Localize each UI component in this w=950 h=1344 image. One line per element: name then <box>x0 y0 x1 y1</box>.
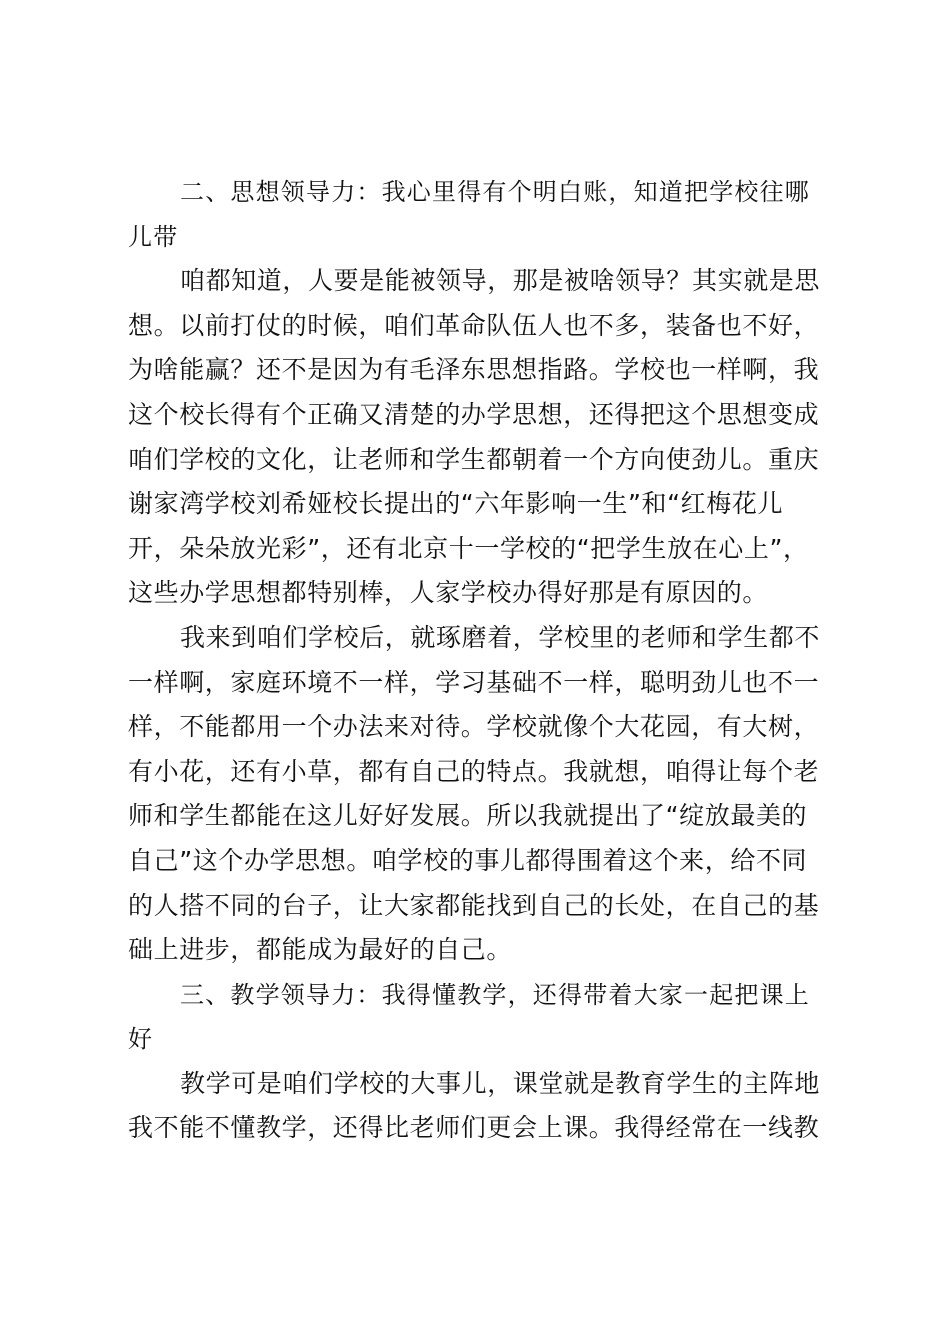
text-line: 有小花，还有小草，都有自己的特点。我就想，咱得让每个老 <box>128 756 820 786</box>
document-body <box>128 170 833 1151</box>
text-line: 咱都知道，人要是能被领导，那是被啥领导？其实就是思 <box>180 266 821 296</box>
paragraph <box>128 1062 833 1151</box>
heading-line: 三、教学领导力：我得懂教学，还得带着大家一起把课上 <box>180 980 810 1009</box>
text-line: 谢家湾学校刘希娅校长提出的“六年影响一生”和“红梅花儿 <box>128 489 784 519</box>
text-line: 师和学生都能在这儿好好发展。所以我就提出了“绽放最美的 <box>128 801 808 831</box>
text-line: 样，不能都用一个办法来对待。学校就像个大花园，有大树， <box>128 712 820 742</box>
heading-line: 好 <box>128 1025 154 1054</box>
text-line: 自己”这个办学思想。咱学校的事儿都得围着这个来，给不同 <box>128 845 808 875</box>
heading-line: 二、思想领导力：我心里得有个明白账，知道把学校往哪 <box>180 178 810 206</box>
text-line: 础上进步，都能成为最好的自己。 <box>128 935 513 965</box>
text-line: 这些办学思想都特别棒，人家学校办得好那是有原因的。 <box>128 578 769 608</box>
heading-line: 儿带 <box>128 222 179 251</box>
section-heading-teaching-leadership <box>128 973 833 1062</box>
paragraph <box>128 259 833 616</box>
text-line: 开，朵朵放光彩”，还有北京十一学校的“把学生放在心上”， <box>128 533 809 563</box>
text-line: 我来到咱们学校后，就琢磨着，学校里的老师和学生都不 <box>180 622 821 652</box>
text-line: 咱们学校的文化，让老师和学生都朝着一个方向使劲儿。重庆 <box>128 444 820 474</box>
text-line: 想。以前打仗的时候，咱们革命队伍人也不多，装备也不好， <box>128 310 820 340</box>
text-line: 我不能不懂教学，还得比老师们更会上课。我得经常在一线教 <box>128 1113 820 1143</box>
text-line: 这个校长得有个正确又清楚的办学思想，还得把这个思想变成 <box>128 399 820 429</box>
text-line: 一样啊，家庭环境不一样，学习基础不一样，聪明劲儿也不一 <box>128 667 820 697</box>
section-heading-thought-leadership <box>128 170 833 259</box>
paragraph <box>128 616 833 973</box>
text-line: 为啥能赢？还不是因为有毛泽东思想指路。学校也一样啊，我 <box>128 355 820 385</box>
text-line: 教学可是咱们学校的大事儿，课堂就是教育学生的主阵地 <box>180 1068 821 1098</box>
text-line: 的人搭不同的台子，让大家都能找到自己的长处，在自己的基 <box>128 890 820 920</box>
